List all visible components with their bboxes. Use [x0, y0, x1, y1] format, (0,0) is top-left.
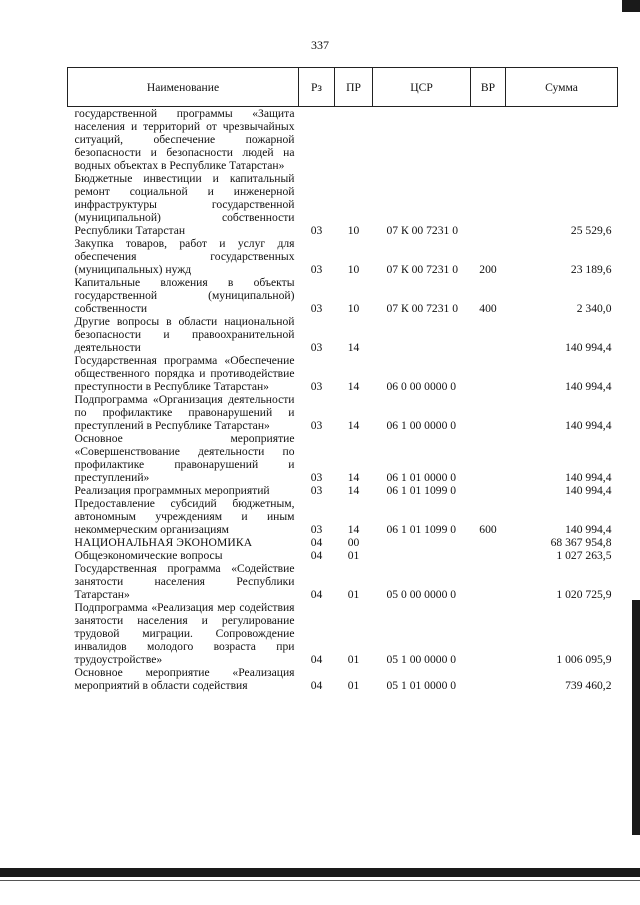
row-sum: 140 994,4	[565, 419, 612, 432]
row-sum: 2 340,0	[576, 302, 612, 315]
table-row	[68, 666, 618, 692]
row-vr	[471, 107, 506, 173]
row-name: Государственная программа «Обеспечение общественного порядка и противодействие преступности в Республике Татарстан»	[74, 354, 295, 393]
header-name: Наименование	[68, 68, 299, 107]
row-sum: 1 027 263,5	[556, 549, 612, 562]
row-vr	[471, 562, 506, 601]
row-name: Предоставление субсидий бюджетным, автономным учреждениям и иным некоммерческим организациям	[74, 497, 295, 536]
row-name: государственной программы «Защита населения и территорий от чрезвычайных ситуаций, обеспечение пожарной безопасности и безопасности людей на водных объектах в Республике Татарстан»	[74, 107, 295, 172]
row-name: Капитальные вложения в объекты государственной (муниципальной) собственности	[74, 276, 295, 315]
row-sum: 23 189,6	[570, 263, 612, 276]
row-sum: 140 994,4	[565, 523, 612, 536]
row-vr	[471, 666, 506, 692]
row-vr	[471, 393, 506, 432]
row-csr: 06 1 01 1099 0	[386, 523, 457, 536]
row-csr: 06 1 01 0000 0	[386, 471, 457, 484]
table-row	[68, 354, 618, 393]
scan-edge-mark-bottom	[0, 868, 640, 877]
row-csr: 06 1 01 1099 0	[386, 484, 457, 497]
row-csr: 05 1 00 0000 0	[386, 653, 457, 666]
table-header-row	[68, 68, 618, 107]
row-name: Закупка товаров, работ и услуг для обеспечения государственных (муниципальных) нужд	[74, 237, 295, 276]
row-sum: 1 006 095,9	[556, 653, 612, 666]
row-pr: 01	[347, 549, 360, 562]
row-sum: 1 020 725,9	[556, 588, 612, 601]
row-pr: 14	[347, 484, 360, 497]
row-pr: 10	[347, 224, 360, 237]
row-csr	[373, 107, 471, 173]
row-rz: 04	[310, 549, 323, 562]
row-name: Реализация программных мероприятий	[74, 484, 270, 497]
row-pr: 10	[347, 302, 360, 315]
row-vr	[471, 432, 506, 484]
row-name: Подпрограмма «Реализация мер содействия занятости населения и регулирование трудовой миграции. Сопровождение инвалидов молодого возраста при трудоустройстве»	[74, 601, 295, 666]
header-csr: ЦСР	[373, 68, 471, 107]
table-row	[68, 276, 618, 315]
header-vr: ВР	[471, 68, 506, 107]
row-pr	[335, 107, 373, 173]
row-pr: 01	[347, 588, 360, 601]
row-rz: 03	[310, 380, 323, 393]
table-row	[68, 432, 618, 484]
row-rz: 03	[310, 302, 323, 315]
row-rz: 03	[310, 484, 323, 497]
header-pr: ПР	[335, 68, 373, 107]
table-row	[68, 107, 618, 173]
header-rz: Рз	[299, 68, 335, 107]
row-csr: 05 1 01 0000 0	[386, 679, 457, 692]
row-csr	[373, 315, 471, 354]
row-vr	[471, 549, 506, 562]
row-rz: 03	[310, 523, 323, 536]
row-sum: 25 529,6	[570, 224, 612, 237]
table-row	[68, 393, 618, 432]
row-vr: 600	[479, 523, 497, 536]
row-pr: 14	[347, 471, 360, 484]
row-rz: 04	[310, 679, 323, 692]
row-vr	[471, 172, 506, 237]
row-sum: 140 994,4	[565, 341, 612, 354]
row-rz: 04	[310, 588, 323, 601]
row-rz: 03	[310, 224, 323, 237]
table-row	[68, 237, 618, 276]
scan-edge-mark-right	[632, 600, 640, 835]
table-row	[68, 562, 618, 601]
row-name: Другие вопросы в области национальной безопасности и правоохранительной деятельности	[74, 315, 295, 354]
row-vr: 200	[479, 263, 497, 276]
table-row	[68, 601, 618, 666]
row-pr: 01	[347, 679, 360, 692]
row-csr	[373, 536, 471, 549]
row-name: Подпрограмма «Организация деятельности по профилактике правонарушений и преступлений в Республике Татарстан»	[74, 393, 295, 432]
row-csr: 07 К 00 7231 0	[386, 302, 458, 315]
table-row	[68, 484, 618, 497]
row-csr	[373, 549, 471, 562]
row-name: Основное мероприятие «Реализация мероприятий в области содействия	[74, 666, 295, 692]
scan-edge-mark-top	[622, 0, 640, 12]
row-name: Государственная программа «Содействие занятости населения Республики Татарстан»	[74, 562, 295, 601]
row-name: Общеэкономические вопросы	[74, 549, 223, 562]
page-number: 337	[311, 38, 329, 52]
row-pr: 14	[347, 380, 360, 393]
header-sum: Сумма	[506, 68, 618, 107]
row-vr	[471, 354, 506, 393]
budget-table	[67, 67, 618, 692]
row-vr: 400	[479, 302, 497, 315]
row-vr	[471, 484, 506, 497]
row-name: Бюджетные инвестиции и капитальный ремонт социальной и инженерной инфраструктуры государственной (муниципальной) собственности Республики Татарстан	[74, 172, 295, 237]
row-csr: 05 0 00 0000 0	[386, 588, 457, 601]
table-row	[68, 172, 618, 237]
row-rz: 04	[310, 653, 323, 666]
row-rz	[299, 107, 335, 173]
row-csr: 06 0 00 0000 0	[386, 380, 457, 393]
scan-edge-line	[0, 880, 640, 881]
row-sum: 140 994,4	[565, 484, 612, 497]
row-rz: 04	[310, 536, 323, 549]
row-csr: 07 К 00 7231 0	[386, 263, 458, 276]
row-name: Основное мероприятие «Совершенствование деятельности по профилактике правонарушений и преступлений»	[74, 432, 295, 484]
table-row	[68, 536, 618, 549]
row-sum: 140 994,4	[565, 471, 612, 484]
table-row	[68, 315, 618, 354]
row-sum	[506, 107, 618, 173]
row-vr	[471, 601, 506, 666]
table-row	[68, 549, 618, 562]
row-pr: 10	[347, 263, 360, 276]
row-pr: 00	[347, 536, 360, 549]
row-pr: 14	[347, 523, 360, 536]
row-csr: 06 1 00 0000 0	[386, 419, 457, 432]
table-row	[68, 497, 618, 536]
row-pr: 14	[347, 341, 360, 354]
row-vr	[471, 536, 506, 549]
row-rz: 03	[310, 471, 323, 484]
row-rz: 03	[310, 341, 323, 354]
row-sum: 68 367 954,8	[550, 536, 612, 549]
row-vr	[471, 315, 506, 354]
row-sum: 140 994,4	[565, 380, 612, 393]
row-pr: 01	[347, 653, 360, 666]
row-csr: 07 К 00 7231 0	[386, 224, 458, 237]
row-name: НАЦИОНАЛЬНАЯ ЭКОНОМИКА	[74, 536, 253, 549]
row-rz: 03	[310, 419, 323, 432]
row-sum: 739 460,2	[565, 679, 612, 692]
row-rz: 03	[310, 263, 323, 276]
row-pr: 14	[347, 419, 360, 432]
